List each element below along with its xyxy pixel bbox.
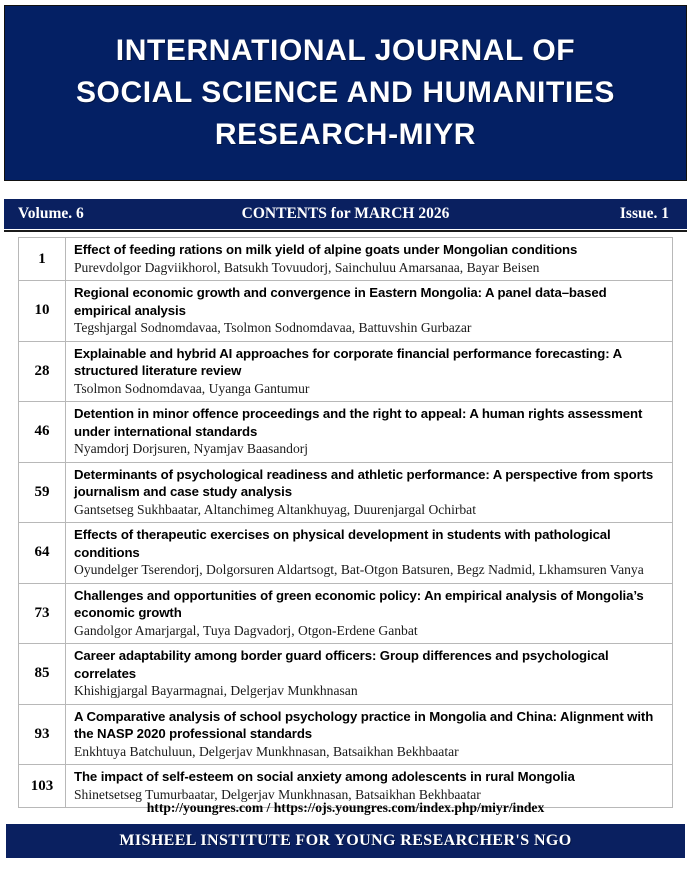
article-title[interactable]: Effects of therapeutic exercises on physical development in students with pathological conditions [74, 527, 611, 560]
page-number: 59 [19, 462, 66, 523]
article-authors: Khishigjargal Bayarmagnai, Delgerjav Munkhnasan [74, 683, 358, 698]
article-authors: Tsolmon Sodnomdavaa, Uyanga Gantumur [74, 380, 310, 396]
journal-title-line-2: SOCIAL SCIENCE AND HUMANITIES [75, 76, 616, 109]
page-number: 85 [19, 644, 66, 705]
contents-header-bar [4, 199, 687, 229]
article-title[interactable]: Detention in minor offence proceedings and the right to appeal: A human rights assessment under international standards [74, 406, 643, 439]
article-title[interactable]: A Comparative analysis of school psychology practice in Mongolia and China: Alignment with the NASP 2020 professional standards [74, 708, 654, 741]
table-row[interactable] [19, 402, 673, 463]
page-number: 10 [19, 281, 66, 342]
article-authors: Enkhtuya Batchuluun, Delgerjav Munkhnasan, Batsaikhan Bekhbaatar [74, 743, 459, 759]
article-authors: Shinetsetseg Tumurbaatar, Delgerjav Munkhnasan, Batsaikhan Bekhbaatar [74, 786, 481, 802]
article-title[interactable]: Effect of feeding rations on milk yield of alpine goats under Mongolian conditions [74, 242, 578, 257]
toc-entry[interactable] [66, 704, 673, 765]
article-title[interactable]: Determinants of psychological readiness and athletic performance: A perspective from sports journalism and case study analysis [74, 466, 654, 499]
table-row[interactable] [19, 462, 673, 523]
table-row[interactable] [19, 704, 673, 765]
article-authors: Oyundelger Tserendorj, Dolgorsuren Aldartsogt, Bat-Otgon Batsuren, Begz Nadmid, Lkhamsuren Vanya [74, 562, 644, 577]
volume-label: Volume. 6 [18, 205, 84, 222]
journal-title-line-1: INTERNATIONAL JOURNAL OF [115, 34, 576, 67]
page-number: 1 [19, 238, 66, 281]
article-authors: Tegshjargal Sodnomdavaa, Tsolmon Sodnomdavaa, Battuvshin Gurbazar [74, 320, 472, 335]
article-title[interactable]: Career adaptability among border guard officers: Group differences and psychological correlates [74, 648, 609, 681]
table-of-contents [18, 237, 673, 808]
article-authors: Purevdolgor Dagviikhorol, Batsukh Tovuudorj, Sainchuluu Amarsanaa, Bayar Beisen [74, 259, 540, 275]
article-title[interactable]: Regional economic growth and convergence in Eastern Mongolia: A panel data–based empirical analysis [74, 285, 607, 318]
page-number: 64 [19, 523, 66, 584]
article-title[interactable]: Explainable and hybrid AI approaches for corporate financial performance forecasting: A structured literature review [74, 345, 622, 378]
article-title[interactable]: The impact of self-esteem on social anxiety among adolescents in rural Mongolia [74, 769, 575, 784]
journal-url-line[interactable]: http://youngres.com / https://ojs.youngres.com/index.php/miyr/index [146, 800, 545, 815]
toc-entry[interactable] [66, 281, 673, 342]
toc-entry[interactable] [66, 341, 673, 402]
page-number: 28 [19, 341, 66, 402]
table-row[interactable] [19, 523, 673, 584]
contents-divider-rule [4, 230, 687, 232]
journal-title-line-3: RESEARCH-MIYR [214, 118, 477, 151]
table-row[interactable] [19, 644, 673, 705]
toc-entry[interactable] [66, 238, 673, 281]
page-number: 93 [19, 704, 66, 765]
toc-body [19, 238, 673, 808]
article-authors: Gandolgor Amarjargal, Tuya Dagvadorj, Otgon-Erdene Ganbat [74, 622, 418, 638]
toc-entry[interactable] [66, 523, 673, 584]
publisher-footer-bar [6, 824, 685, 858]
article-title[interactable]: Challenges and opportunities of green economic policy: An empirical analysis of Mongolia’s economic growth [74, 587, 644, 620]
article-authors: Nyamdorj Dorjsuren, Nyamjav Baasandorj [74, 441, 309, 456]
toc-entry[interactable] [66, 644, 673, 705]
table-row[interactable] [19, 341, 673, 402]
toc-entry[interactable] [66, 462, 673, 523]
issue-label: Issue. 1 [619, 205, 669, 222]
journal-masthead-banner [4, 5, 687, 181]
table-row[interactable] [19, 238, 673, 281]
contents-title: CONTENTS for MARCH 2026 [241, 205, 450, 222]
toc-entry[interactable] [66, 402, 673, 463]
page-number: 46 [19, 402, 66, 463]
article-authors: Gantsetseg Sukhbaatar, Altanchimeg Altankhuyag, Duurenjargal Ochirbat [74, 501, 476, 517]
page-number: 103 [19, 765, 66, 808]
table-row[interactable] [19, 281, 673, 342]
toc-entry[interactable] [66, 583, 673, 644]
publisher-name: MISHEEL INSTITUTE FOR YOUNG RESEARCHER'S NGO [119, 832, 572, 849]
page-number: 73 [19, 583, 66, 644]
table-row[interactable] [19, 583, 673, 644]
